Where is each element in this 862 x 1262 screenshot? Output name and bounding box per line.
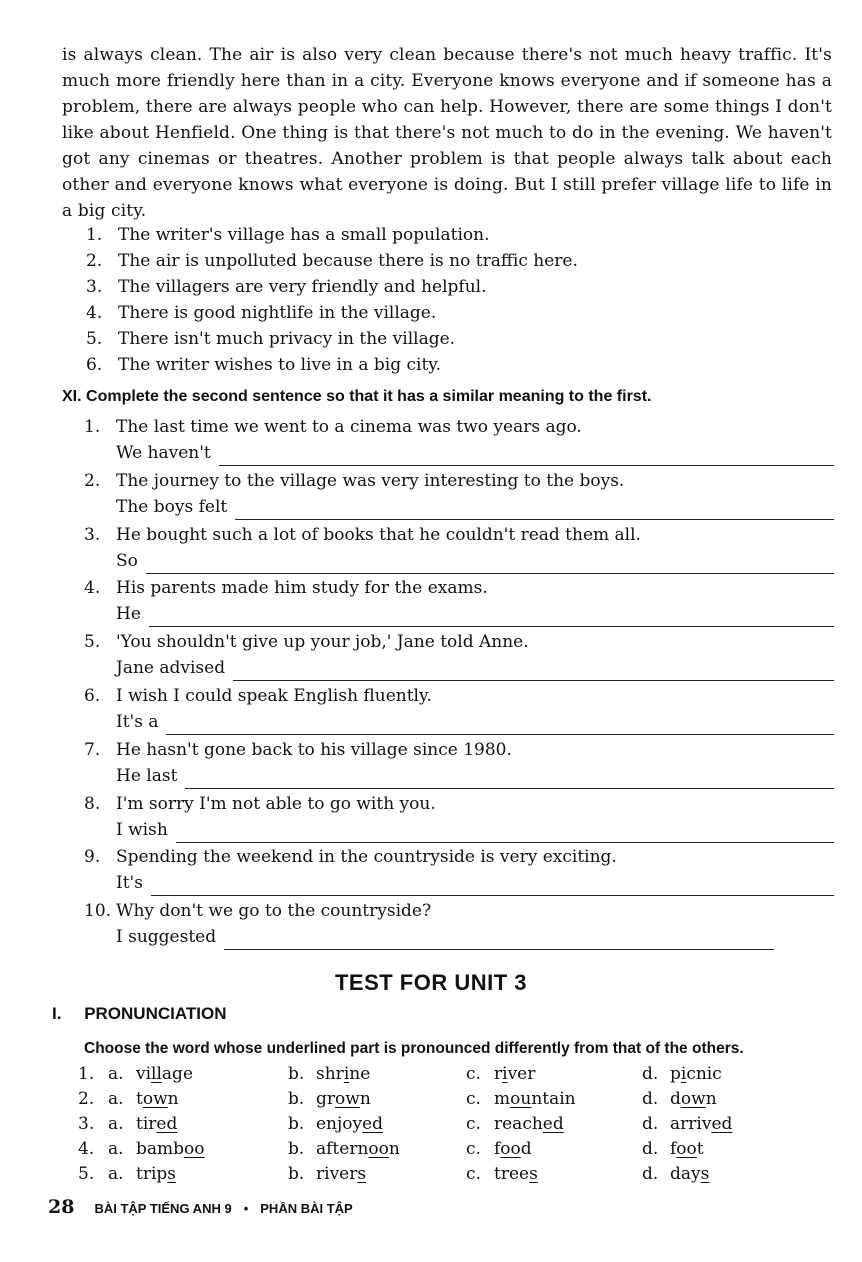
word-part: p [670,1064,681,1084]
original-sentence: Why don't we go to the countryside? [116,901,432,922]
statement-number: 4. [86,303,103,323]
statement-item [86,274,806,300]
option-b[interactable] [288,1137,466,1162]
item-number: 4. [84,578,101,599]
original-sentence: He hasn't gone back to his village since 1980. [116,739,512,760]
answer-blank[interactable] [233,661,834,681]
statement-text: The air is unpolluted because there is no traffic here. [118,251,578,271]
word-part: reach [494,1114,543,1134]
statement-text: There is good nightlife in the village. [118,303,437,323]
word-part: aftern [316,1139,369,1159]
question-row [78,1162,798,1187]
statement-item [86,326,806,352]
statement-number: 5. [86,329,103,349]
original-sentence: I'm sorry I'm not able to go with you. [116,793,436,814]
option-b[interactable] [288,1112,466,1137]
original-sentence: His parents made him study for the exams. [116,578,488,599]
statement-text: The writer wishes to live in a big city. [118,355,442,375]
underlined-part: s [167,1164,177,1184]
underlined-part: oo [500,1139,521,1159]
word-part: t [696,1139,704,1159]
original-sentence: 'You shouldn't give up your job,' Jane told Anne. [116,632,529,653]
underlined-part: ed [542,1114,564,1134]
option-letter: a. [108,1139,124,1159]
answer-blank[interactable] [146,554,834,574]
section-title: PRONUNCIATION [84,1004,227,1023]
question-row [78,1137,798,1162]
answer-blank[interactable] [149,607,834,627]
sentence-prompt: I wish [116,819,168,840]
sentence-prompt: We haven't [116,443,211,463]
word-part: age [161,1064,193,1084]
sentence-prompt: The boys felt [116,496,228,517]
word-part: tree [494,1164,530,1184]
option-b[interactable] [288,1162,466,1187]
option-word [316,1062,370,1087]
option-d[interactable] [642,1137,772,1162]
option-letter: a. [108,1064,124,1084]
underlined-part: oo [368,1139,389,1159]
word-part: n [388,1139,400,1159]
item-number: 3. [84,524,101,545]
sentence-prompt: He [116,604,141,625]
option-letter: a. [108,1089,124,1109]
option-word [494,1162,538,1187]
option-word [136,1162,176,1187]
option-word [316,1162,366,1187]
word-part: vi [136,1064,152,1084]
statement-item [86,352,806,378]
word-part: tir [136,1114,157,1134]
rewrite-item [84,791,834,845]
word-part: ntain [531,1089,576,1109]
word-part: enjoy [316,1114,363,1134]
rewrite-exercise [84,414,834,952]
option-letter: c. [466,1139,481,1159]
option-d[interactable] [642,1162,772,1187]
underlined-part: s [529,1164,538,1184]
word-part: f [670,1139,677,1159]
underlined-part: i [502,1064,508,1084]
original-sentence: I wish I could speak English fluently. [116,685,432,706]
pronunciation-table [78,1062,798,1187]
pronunciation-instruction: Choose the word whose underlined part is pronounced differently from that of the others. [84,1040,744,1057]
rewrite-item [84,683,834,737]
statement-item [86,300,806,326]
option-letter: c. [466,1064,481,1084]
option-c[interactable] [466,1137,642,1162]
underlined-part: i [343,1064,350,1084]
word-part: n [705,1089,717,1109]
sentence-prompt: It's [116,873,143,894]
rewrite-item [84,629,834,683]
rewrite-item [84,522,834,576]
question-number: 2. [78,1089,95,1109]
underlined-part: ow [680,1089,706,1109]
option-word [494,1062,535,1087]
answer-blank[interactable] [166,715,834,735]
rewrite-item [84,898,834,952]
original-sentence: Spending the weekend in the countryside is very exciting. [116,847,617,868]
underlined-part: ow [335,1089,360,1109]
word-part: t [136,1089,143,1109]
question-row [78,1062,798,1087]
option-d[interactable] [642,1087,772,1112]
option-letter: c. [466,1164,481,1184]
option-word [670,1112,732,1137]
sentence-prompt: I suggested [116,927,217,948]
option-c[interactable] [466,1062,642,1087]
sentence-prompt: So [116,550,138,571]
item-number: 9. [84,847,101,868]
word-part: river [316,1164,358,1184]
page-number: 28 [48,1196,75,1218]
option-letter: b. [288,1089,305,1109]
question-row [78,1112,798,1137]
section-label: I. [52,1004,62,1023]
item-number: 6. [84,685,101,706]
underlined-part: s [357,1164,367,1184]
statement-number: 2. [86,251,103,271]
word-part: shr [316,1064,344,1084]
answer-blank[interactable] [151,876,834,896]
word-part: d [670,1089,681,1109]
option-letter: c. [466,1114,481,1134]
option-word [670,1137,704,1162]
test-title: TEST FOR UNIT 3 [334,970,528,995]
option-c[interactable] [466,1112,642,1137]
rewrite-item [84,414,834,468]
word-part: arriv [670,1114,712,1134]
option-word [316,1137,400,1162]
item-number: 5. [84,632,101,653]
option-word [136,1062,193,1087]
option-letter: d. [642,1139,659,1159]
word-part: ver [507,1064,536,1084]
answer-blank[interactable] [219,446,834,466]
option-word [136,1087,179,1112]
true-false-statements [86,222,806,378]
answer-blank[interactable] [224,930,774,950]
rewrite-item [84,737,834,791]
option-word [494,1112,564,1137]
option-letter: d. [642,1089,659,1109]
reading-paragraph: is always clean. The air is also very clean because there's not much heavy traffic. It's much more friendly here than in a city. Everyone knows everyone and if someone has a problem, there are always people who can help. However, there are some things I don't like about Henfield. One thing is that there's not much to do in the evening. We haven't got any cinemas or theatres. Another problem is that people always talk about each other and everyone knows what everyone is doing. But I still prefer village life to life in a big city. [62,45,832,221]
underlined-part: ow [142,1089,168,1109]
original-sentence: The journey to the village was very interesting to the boys. [116,470,625,491]
word-part: bamb [136,1139,185,1159]
word-part: ne [349,1064,371,1084]
question-number: 5. [78,1164,95,1184]
page-footer [48,1196,353,1218]
item-number: 7. [84,739,101,760]
option-a[interactable] [108,1087,288,1112]
statement-text: The writer's village has a small population. [118,225,490,245]
underlined-part: i [680,1064,687,1084]
underlined-part: s [700,1164,710,1184]
option-a[interactable] [108,1162,288,1187]
word-part: gr [316,1089,336,1109]
question-number: 4. [78,1139,95,1159]
rewrite-item [84,844,834,898]
word-part: n [167,1089,179,1109]
word-part: n [359,1089,371,1109]
sentence-prompt: It's a [116,711,159,732]
option-c[interactable] [466,1087,642,1112]
question-number: 3. [78,1114,95,1134]
section-xi-heading: XI. Complete the second sentence so that it has a similar meaning to the first. [62,388,652,405]
option-letter: d. [642,1114,659,1134]
question-number: 1. [78,1064,95,1084]
option-letter: a. [108,1164,124,1184]
item-number: 1. [84,417,101,437]
underlined-part: oo [184,1139,205,1159]
option-a[interactable] [108,1112,288,1137]
option-word [494,1087,576,1112]
item-number: 10. [84,901,112,922]
statement-text: There isn't much privacy in the village. [118,329,456,349]
option-letter: c. [466,1089,481,1109]
word-part: cnic [686,1064,722,1084]
option-a[interactable] [108,1137,288,1162]
word-part: trip [136,1164,168,1184]
book-title: BÀI TẬP TIẾNG ANH 9 [94,1201,232,1216]
option-a[interactable] [108,1062,288,1087]
statement-item [86,222,806,248]
footer-separator: • [243,1201,249,1216]
underlined-part: ll [151,1064,162,1084]
option-word [494,1137,532,1162]
rewrite-item [84,468,834,522]
option-word [670,1062,722,1087]
option-word [670,1162,709,1187]
item-number: 8. [84,793,101,814]
rewrite-item [84,575,834,629]
underlined-part: ed [711,1114,733,1134]
book-part: PHẦN BÀI TẬP [260,1201,353,1216]
word-part: f [494,1139,501,1159]
question-row [78,1087,798,1112]
item-number: 2. [84,470,101,491]
option-d[interactable] [642,1062,772,1087]
option-c[interactable] [466,1162,642,1187]
statement-number: 1. [86,225,103,245]
underlined-part: ed [156,1114,178,1134]
section-heading [52,1004,226,1024]
original-sentence: He bought such a lot of books that he couldn't read them all. [116,524,641,545]
word-part: day [670,1164,701,1184]
answer-blank[interactable] [176,823,834,843]
option-word [670,1087,717,1112]
statement-number: 6. [86,355,103,375]
answer-blank[interactable] [235,500,834,520]
option-d[interactable] [642,1112,772,1137]
option-b[interactable] [288,1062,466,1087]
original-sentence: The last time we went to a cinema was two years ago. [116,417,582,437]
option-letter: d. [642,1164,659,1184]
option-b[interactable] [288,1087,466,1112]
word-part: d [520,1139,532,1159]
statement-text: The villagers are very friendly and helpful. [118,277,487,297]
option-letter: d. [642,1064,659,1084]
option-word [136,1112,177,1137]
sentence-prompt: He last [116,765,178,786]
underlined-part: ed [362,1114,384,1134]
option-letter: b. [288,1139,305,1159]
sentence-prompt: Jane advised [116,658,226,679]
statement-item [86,248,806,274]
statement-number: 3. [86,277,103,297]
underlined-part: oo [676,1139,697,1159]
option-letter: b. [288,1064,305,1084]
word-part: m [494,1089,511,1109]
underlined-part: ou [510,1089,532,1109]
answer-blank[interactable] [185,769,834,789]
option-word [316,1112,383,1137]
option-letter: b. [288,1114,305,1134]
option-letter: a. [108,1114,124,1134]
option-word [136,1137,205,1162]
word-part: r [494,1064,503,1084]
option-word [316,1087,371,1112]
option-letter: b. [288,1164,305,1184]
